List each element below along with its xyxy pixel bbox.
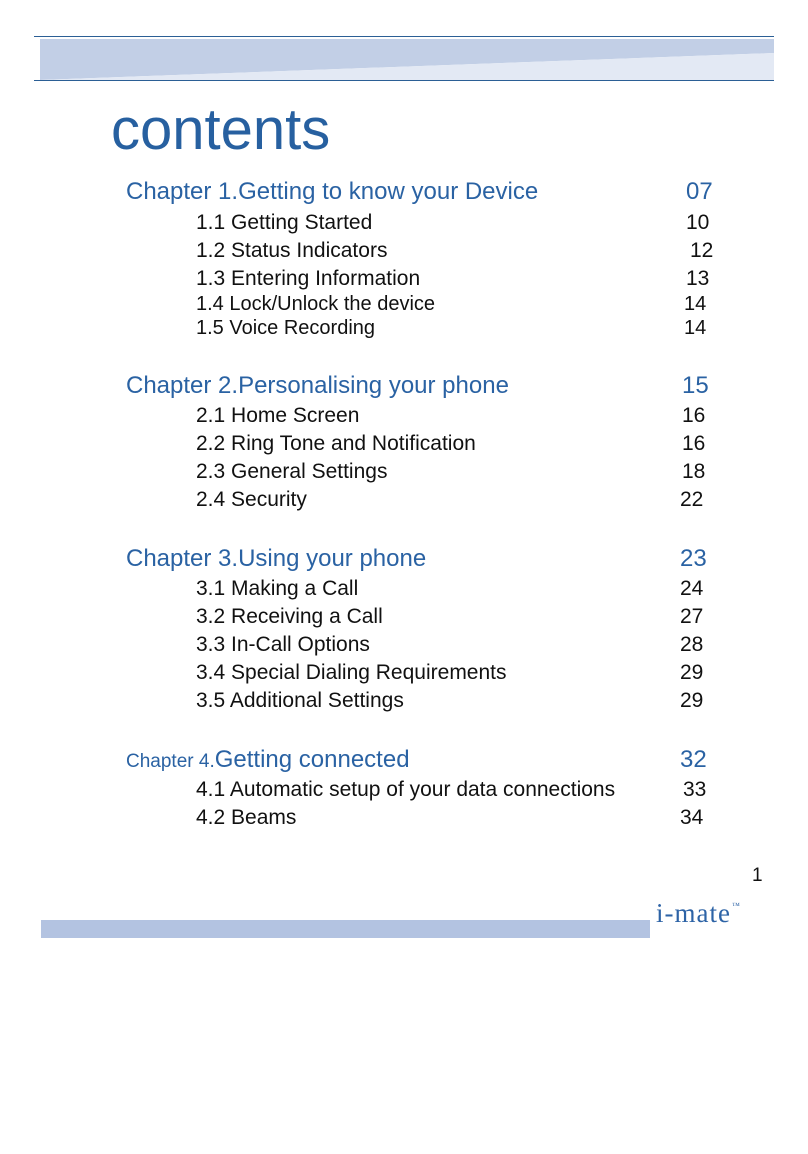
toc-entry-page: 16: [682, 404, 706, 427]
chapter-2-page: 15: [682, 372, 709, 399]
chapter-1-page: 07: [686, 178, 713, 205]
toc-entry[interactable]: 2.2 Ring Tone and Notification: [196, 432, 476, 455]
trademark-symbol: ™: [731, 901, 741, 910]
chapter-2-heading[interactable]: Chapter 2.Personalising your phone: [126, 372, 509, 399]
toc-entry[interactable]: 3.1 Making a Call: [196, 577, 359, 600]
toc-entry[interactable]: 1.5 Voice Recording: [196, 317, 376, 339]
chapter-4-prefix: Chapter 4.: [126, 751, 215, 772]
logo-text: i-mate: [656, 898, 731, 928]
toc-entry[interactable]: 2.1 Home Screen: [196, 404, 360, 427]
toc-entry-page: 14: [684, 317, 707, 339]
i-mate-logo: [656, 898, 740, 929]
footer-band: [41, 920, 650, 938]
toc-entry-page: 33: [683, 778, 707, 801]
toc-entry-page: 14: [684, 293, 707, 315]
toc-entry[interactable]: 1.3 Entering Information: [196, 267, 421, 290]
chapter-4-title: Getting connected: [214, 746, 410, 773]
toc-entry[interactable]: 3.5 Additional Settings: [196, 689, 404, 712]
toc-entry[interactable]: 2.4 Security: [196, 488, 307, 511]
page-number: 1: [752, 865, 763, 886]
toc-entry[interactable]: 4.2 Beams: [196, 806, 297, 829]
toc-entry-page: 16: [682, 432, 706, 455]
chapter-1-heading[interactable]: Chapter 1.Getting to know your Device: [126, 178, 539, 205]
toc-entry-page: 13: [686, 267, 710, 290]
chapter-4-page: 32: [680, 746, 707, 773]
toc-entry[interactable]: 3.4 Special Dialing Requirements: [196, 661, 507, 684]
toc-entry-page: 28: [680, 633, 704, 656]
toc-entry-page: 12: [690, 239, 714, 262]
toc-entry[interactable]: 2.3 General Settings: [196, 460, 388, 483]
toc-entry[interactable]: 1.2 Status Indicators: [196, 239, 388, 262]
toc-entry-page: 22: [680, 488, 704, 511]
chapter-3-page: 23: [680, 545, 707, 572]
toc-entry-page: 29: [680, 689, 704, 712]
toc-entry[interactable]: 3.3 In-Call Options: [196, 633, 370, 656]
toc-entry[interactable]: 3.2 Receiving a Call: [196, 605, 383, 628]
toc-entry-page: 24: [680, 577, 704, 600]
toc-entry-page: 29: [680, 661, 704, 684]
toc-entry[interactable]: 4.1 Automatic setup of your data connections: [196, 778, 616, 801]
chapter-3-heading[interactable]: Chapter 3.Using your phone: [126, 545, 427, 572]
toc-entry-page: 18: [682, 460, 706, 483]
toc-entry-page: 10: [686, 211, 710, 234]
page-title: contents: [111, 97, 331, 162]
toc-entry[interactable]: 1.4 Lock/Unlock the device: [196, 293, 436, 315]
toc-entry-page: 34: [680, 806, 704, 829]
chapter-4-heading[interactable]: [126, 746, 410, 776]
toc-entry[interactable]: 1.1 Getting Started: [196, 211, 373, 234]
toc-entry-page: 27: [680, 605, 704, 628]
